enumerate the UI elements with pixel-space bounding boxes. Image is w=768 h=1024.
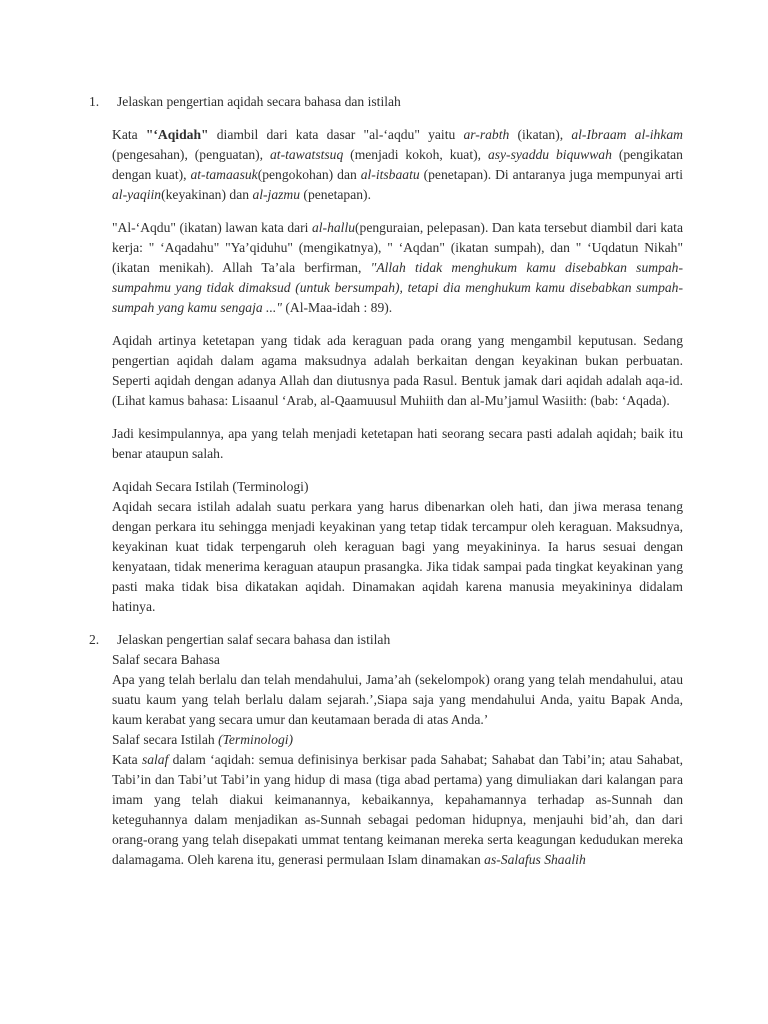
item-1-title: Jelaskan pengertian aqidah secara bahasa dan istilah: [117, 94, 401, 109]
text-segment: at-tamaasuk: [190, 167, 258, 182]
text-segment: al-jazmu: [252, 187, 301, 202]
text-segment: (penetapan). Di antaranya juga mempunyai arti: [419, 167, 684, 182]
heading-salaf-bahasa: Salaf secara Bahasa: [112, 652, 220, 667]
text-segment: (pengokohan) dan: [257, 167, 361, 182]
text-segment: ar-rabth: [463, 127, 510, 142]
paragraph-aqidah-bahasa: [112, 125, 683, 205]
text-segment: dalam ‘aqidah: semua definisinya berkisar pada Sahabat; Sahabat dan Tabi’in; atau Sahabat, Tabi’in dan Tabi’ut Tabi’in yang hidup di masa (tiga abad pertama) yang dimuliakan dari kalangan para imam yang telah diakui keimanannya, kebaikannya, kepahamannya terhadap as-Sunnah dan keteguhannya dalam menjadikan as-Sunnah sebagai pedoman hidupnya, menjauhi bid’ah, dan dari orang-orang yang telah disepakati ummat tentang keimanan mereka serta keagungan kedudukan mereka dalamagama. Oleh karena itu, generasi permulaan Islam dinamakan: [112, 752, 683, 867]
item-2-title: Jelaskan pengertian salaf secara bahasa dan istilah: [117, 632, 391, 647]
text-segment: (menjadi kokoh, kuat),: [343, 147, 488, 162]
question-item-1: [89, 92, 683, 617]
text-segment: al-Ibraam al-ihkam: [571, 127, 683, 142]
item-2-body: [112, 650, 683, 870]
text-segment: at-tawatstsuq: [270, 147, 344, 162]
item-1-number: 1.: [89, 94, 100, 109]
text-segment: salaf: [141, 752, 169, 767]
text-segment: (keyakinan) dan: [161, 187, 253, 202]
text-segment: Aqidah artinya ketetapan yang tidak ada keraguan pada orang yang mengambil keputusan. Sedang pengertian aqidah dalam agama maksudnya adalah berkaitan dengan keyakinan bukan perbuatan. Seperti aqidah dengan adanya Allah dan diutusnya pada Rasul. Bentuk jamak dari aqidah adalah aqa-id. (Lihat kamus bahasa: Lisaanul ‘Arab, al-Qaamuusul Muhiith dan al-Mu’jamul Wasiith: (bab: ‘Aqada).: [112, 333, 683, 408]
text-segment: diambil dari kata dasar "al-‘aqdu" yaitu: [208, 127, 464, 142]
text-segment: Kata: [112, 127, 146, 142]
document-content: [89, 92, 683, 870]
item-2-number: 2.: [89, 632, 100, 647]
text-segment: (ikatan),: [509, 127, 572, 142]
text-segment: "Allah tidak menghukum kamu disebabkan sumpah-sumpahmu yang tidak dimaksud (untuk bersumpah), tetapi dia menghukum kamu disebabkan sumpah-sumpah yang kamu sengaja ...": [112, 260, 683, 315]
text-segment: (Al-Maa-idah : 89).: [281, 300, 393, 315]
paragraph-aqidah-istilah: [112, 497, 683, 617]
text-segment: "‘Aqidah": [145, 127, 209, 142]
text-segment: (pengikatan dengan kuat),: [112, 147, 683, 182]
paragraph-kesimpulan: [112, 424, 683, 464]
text-segment: al-hallu: [311, 220, 356, 235]
paragraph-aqidah-artinya: [112, 331, 683, 411]
text-segment: (Terminologi): [218, 732, 294, 747]
text-segment: Jadi kesimpulannya, apa yang telah menjadi ketetapan hati seorang secara pasti adalah aqidah; baik itu benar ataupun salah.: [112, 426, 683, 461]
text-segment: al-itsbaatu: [360, 167, 420, 182]
text-segment: Aqidah secara istilah adalah suatu perkara yang harus dibenarkan oleh hati, dan jiwa merasa tenang dengan perkara itu sehingga menjadi keyakinan yang tetap tidak tercampur oleh keraguan. Maksudnya, keyakinan kuat tidak terpengaruh oleh keraguan bagi yang meyakininya. Ia harus sesuai dengan kenyataan, tidak menerima keraguan ataupun prasangka. Jika tidak sampai pada tingkat keyakinan yang pasti maka tidak bisa dikatakan aqidah. Dinamakan aqidah karena manusia meyakininya didalam hatinya.: [112, 499, 683, 614]
text-segment: "Al-‘Aqdu" (ikatan) lawan kata dari: [112, 220, 312, 235]
heading-aqidah-istilah: Aqidah Secara Istilah (Terminologi): [112, 479, 309, 494]
item-2-title-line: [89, 630, 683, 650]
item-1-body: [112, 125, 683, 617]
text-segment: al-yaqiin: [112, 187, 162, 202]
text-segment: (pengesahan), (penguatan),: [112, 147, 270, 162]
paragraph-salaf-bahasa: [112, 670, 683, 730]
text-segment: Kata: [112, 752, 142, 767]
text-segment: (penetapan).: [300, 187, 371, 202]
paragraph-salaf-istilah: [112, 750, 683, 870]
text-segment: Salaf secara Istilah: [112, 732, 219, 747]
text-segment: Apa yang telah berlalu dan telah mendahului, Jama’ah (sekelompok) orang yang telah mendahului, atau suatu kaum yang telah berlalu dalam sejarah.’,Siapa saja yang mendahului Anda, yaitu Bapak Anda, kaum kerabat yang secara umur dan keutamaan berada di atas Anda.’: [112, 672, 683, 727]
text-segment: (penguraian, pelepasan). Dan kata tersebut diambil dari kata kerja: " ‘Aqadahu" "Ya’qiduhu" (mengikatnya), " ‘Aqdan" (ikatan sumpah), dan " ‘Uqdatun Nikah" (ikatan menikah). Allah Ta’ala berfirman,: [112, 220, 683, 275]
question-item-2: [89, 630, 683, 870]
text-segment: as-Salafus Shaalih: [484, 852, 586, 867]
item-1-title-line: [89, 92, 683, 112]
heading-salaf-istilah: [112, 730, 683, 750]
text-segment: asy-syaddu biquwwah: [487, 147, 612, 162]
paragraph-al-aqdu: [112, 218, 683, 318]
